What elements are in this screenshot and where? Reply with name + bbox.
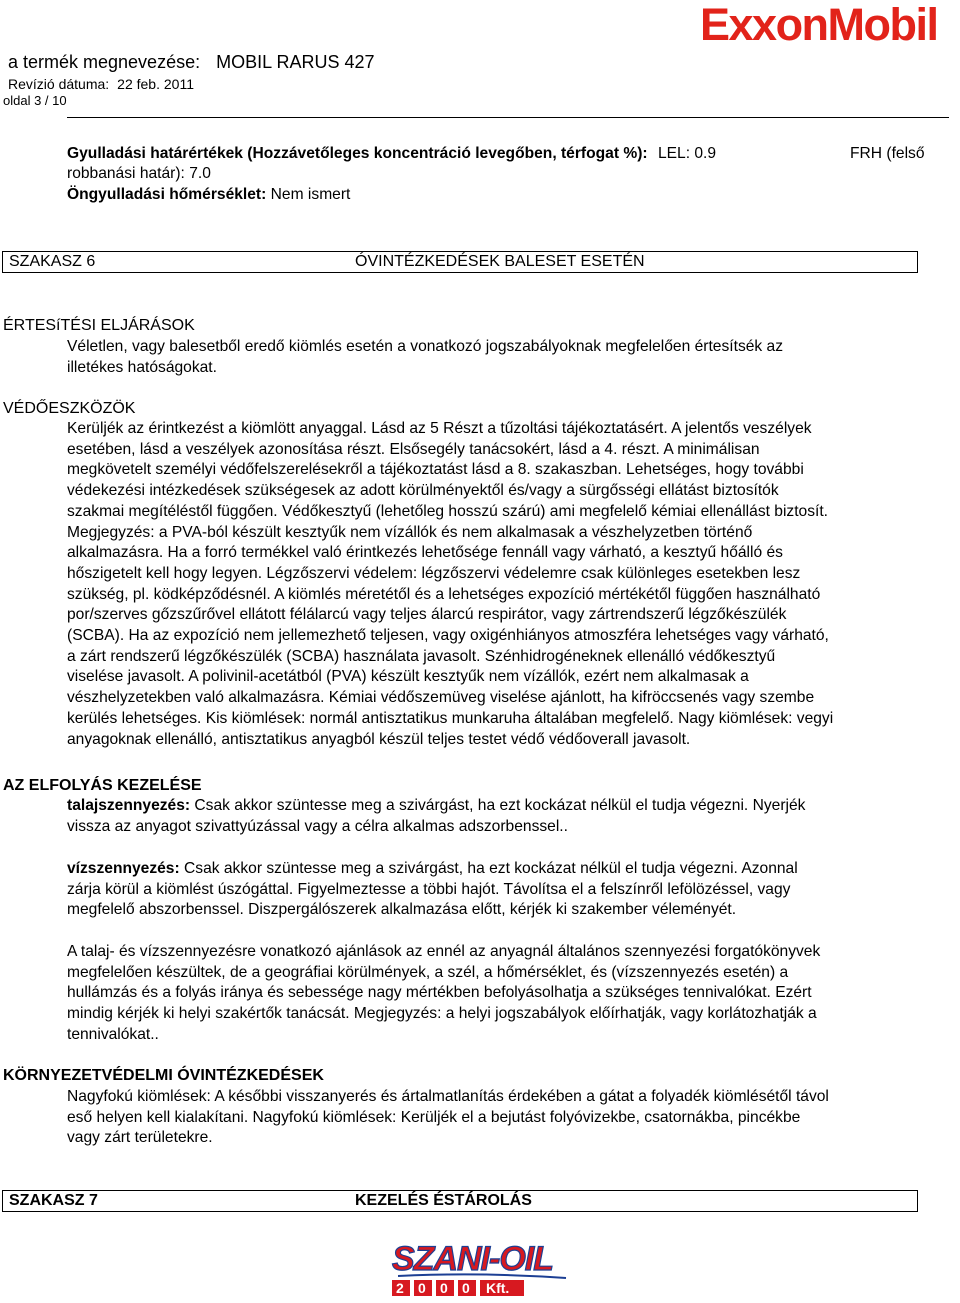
spill-heading: AZ ELFOLYÁS KEZELÉSE — [3, 777, 202, 794]
text-line: vissza az anyagot szivattyúzással vagy a célra alkalmas adszorbenssel.. — [67, 817, 568, 835]
text-line: Kerüljék az érintkezést a kiömlött anyaggal. Lásd az 5 Részt a tűzoltási tájékoztatásért. A jelentős veszélyek — [67, 420, 812, 437]
text-line: kerülés lehetséges. Kis kiömlések: normál antisztatikus munkaruha általában megfelelő. Nagy kiömlések: vegyi — [67, 709, 834, 727]
text-line: vagy zárt területekre. — [67, 1129, 213, 1147]
text-line: megfelelő abszorbenssel. Diszpergálószerek alkalmazása előtt, kérjék ki szakember véleményét. — [67, 901, 737, 919]
text-line: Megjegyzés: a PVA-ból készült kesztyűk nem vízállók és nem alkalmasak a vészhelyzetben történő — [67, 523, 753, 541]
section-6-number: SZAKASZ 6 — [9, 253, 96, 270]
text-line: anyagoknak ellenálló, antisztatikus anyagból készül teljes testet védő védőoverall javasolt. — [67, 730, 691, 748]
text-line: hőszigetelt kell hogy legyen. Légzőszervi védelem: légzőszervi védelemre csak különleges esetekben lesz — [67, 564, 801, 582]
product-name: MOBIL RARUS 427 — [216, 52, 375, 72]
flammability-label: Gyulladási határértékek (Hozzávetőleges koncentráció levegőben, térfogat %): — [67, 145, 648, 162]
autoignition-line — [67, 185, 350, 206]
text-line: szükség, pl. ködképződésnél. A kiömlés méretétől és a lehetséges expozíció mértékétől függően használható — [67, 585, 821, 603]
text-line: A talaj- és vízszennyezésre vonatkozó ajánlások az ennél az anyagnál általános szennyezési forgatókönyvek — [67, 943, 821, 960]
text-line: Nagyfokú kiömlések: A későbbi visszanyerés és ártalmatlanítás érdekében a gátat a folyadék kiömlésétől távol — [67, 1088, 829, 1105]
text-line: viselése javasolt. A polivinil-acetátból (PVA) készült kesztyűk nem vízállók, ezért nem alkalmasak a — [67, 668, 749, 686]
land-spill-text — [67, 796, 957, 837]
text-line: por/szerves gőzszűrővel ellátott félálarcú vagy teljes álarcú respirátor, vagy zártrendszerű légzőkészülék — [67, 606, 787, 624]
environmental-text — [67, 1087, 957, 1149]
text-line: tennivalókat.. — [67, 1025, 159, 1043]
product-name-line — [8, 52, 374, 73]
text-line: illetékes hatóságokat. — [67, 358, 217, 376]
autoignition-value: Nem ismert — [270, 186, 351, 203]
section-7-title: KEZELÉS ÉSTÁROLÁS — [355, 1192, 532, 1209]
exxonmobil-logo — [700, 0, 958, 54]
revision-line — [8, 76, 194, 92]
svg-text:Kft.: Kft. — [486, 1280, 510, 1296]
spill-note-text — [67, 942, 957, 1046]
svg-text:ExxonMobil: ExxonMobil — [700, 0, 938, 50]
frh-label: FRH (felső — [850, 145, 925, 162]
notification-text — [67, 337, 957, 378]
svg-text:2: 2 — [396, 1280, 404, 1296]
text-line: esetében, lásd a veszélyek azonosítása részt. Elsősegély tanácsokért, lásd a 4. részt. A minimálisan — [67, 440, 760, 458]
text-line: eső helyen kell kialakítani. Nagyfokú kiömlések: Kerüljék el a bejutást folyóvizekbe, csatornákba, pincékbe — [67, 1108, 801, 1126]
text-line: zárja körül a kiömlést úszógáttal. Figyelmeztesse a többi hajót. Távolítsa el a felszínről lefölözéssel, vagy — [67, 880, 791, 898]
svg-text:0: 0 — [440, 1280, 448, 1296]
text-line: szakmai megítéléstől függően. Védőkesztyű (lehetőleg hosszú szárú) ami megfelelő kémiai ellenállást biztosít. — [67, 502, 829, 520]
section-6-title: ÓVINTÉZKEDÉSEK BALESET ESETÉN — [355, 253, 645, 270]
svg-text:SZANI-OIL: SZANI-OIL — [392, 1240, 553, 1278]
text-line: hullámzás és a folyás iránya és sebessége nagy mértékben befolyásolhatja a szükséges tennivalókat. Ezért — [67, 984, 812, 1002]
page-number: oldal 3 / 10 — [3, 93, 67, 108]
text-line: Véletlen, vagy balesetből eredő kiömlés esetén a vonatkozó jogszabályoknak megfelelően értesítsék az — [67, 338, 784, 355]
text-line: megfelelően készültek, de a geográfiai körülmények, a szél, a hőmérséklet, és (vízszennyezés esetén) a — [67, 963, 789, 981]
flammability-line — [67, 144, 957, 165]
section-6-header — [2, 251, 918, 273]
revision-date: 22 feb. 2011 — [117, 76, 194, 92]
protective-text — [67, 419, 957, 750]
revision-label: Revízió dátuma: — [8, 76, 110, 92]
protective-heading: VÉDŐESZKÖZÖK — [3, 400, 136, 417]
svg-text:0: 0 — [418, 1280, 426, 1296]
text-line: (SCBA). Ha az expozíció nem jellemezhető teljesen, vagy oxigénhiányos atmoszféra lehetséges vagy várható, — [67, 627, 829, 645]
section-7-number: SZAKASZ 7 — [9, 1192, 98, 1209]
land-spill-line: Csak akkor szüntesse meg a szivárgást, ha ezt kockázat nélkül el tudja végezni. Nyerjék — [190, 797, 806, 814]
text-line — [67, 796, 957, 817]
text-line: megkövetelt személyi védőfelszerelésekről a tájékoztatást lásd a 8. szakaszban. Lehetséges, hogy további — [67, 461, 804, 479]
land-spill-label: talajszennyezés: — [67, 797, 191, 814]
environmental-heading: KÖRNYEZETVÉDELMI ÓVINTÉZKEDÉSEK — [3, 1067, 324, 1084]
water-spill-text — [67, 859, 957, 921]
lel-value: LEL: 0.9 — [657, 145, 717, 162]
text-line: a zárt rendszerű légzőkészülék (SCBA) használata javasolt. Szénhidrogéneknek ellenálló védőkesztyű — [67, 647, 776, 665]
section-7-header — [2, 1190, 918, 1212]
text-line: alkalmazásra. Ha a forró termékkel való érintkezés lehetősége fennáll vagy várható, a kesztyű hőálló és — [67, 544, 783, 562]
water-spill-line: Csak akkor szüntesse meg a szivárgást, ha ezt kockázat nélkül el tudja végezni. Azonnal — [179, 860, 798, 877]
flammability-line-2: robbanási határ): 7.0 — [67, 165, 211, 182]
text-line — [67, 859, 957, 880]
text-line: vészhelyzetekben való alkalmazásra. Kémiai védőszemüveg viselése ajánlott, ha kifröccsenés vagy szembe — [67, 689, 815, 707]
text-line: mindig kérjék ki helyi szakértők tanácsát. Megjegyzés: a helyi jogszabályok előírhatják, vagy korlátozhatják a — [67, 1005, 817, 1023]
header-rule — [67, 117, 949, 118]
autoignition-label: Öngyulladási hőmérséklet: — [67, 186, 267, 203]
text-line: védekezési intézkedések szükségesek az adott körülményektől és/vagy a sürgősségi ellátást biztosítók — [67, 482, 779, 500]
product-label: a termék megnevezése: — [8, 52, 201, 72]
svg-text:0: 0 — [462, 1280, 470, 1296]
notification-heading: ÉRTESíTÉSI ELJÁRÁSOK — [3, 317, 195, 334]
water-spill-label: vízszennyezés: — [67, 860, 180, 877]
szani-oil-logo — [390, 1236, 572, 1298]
